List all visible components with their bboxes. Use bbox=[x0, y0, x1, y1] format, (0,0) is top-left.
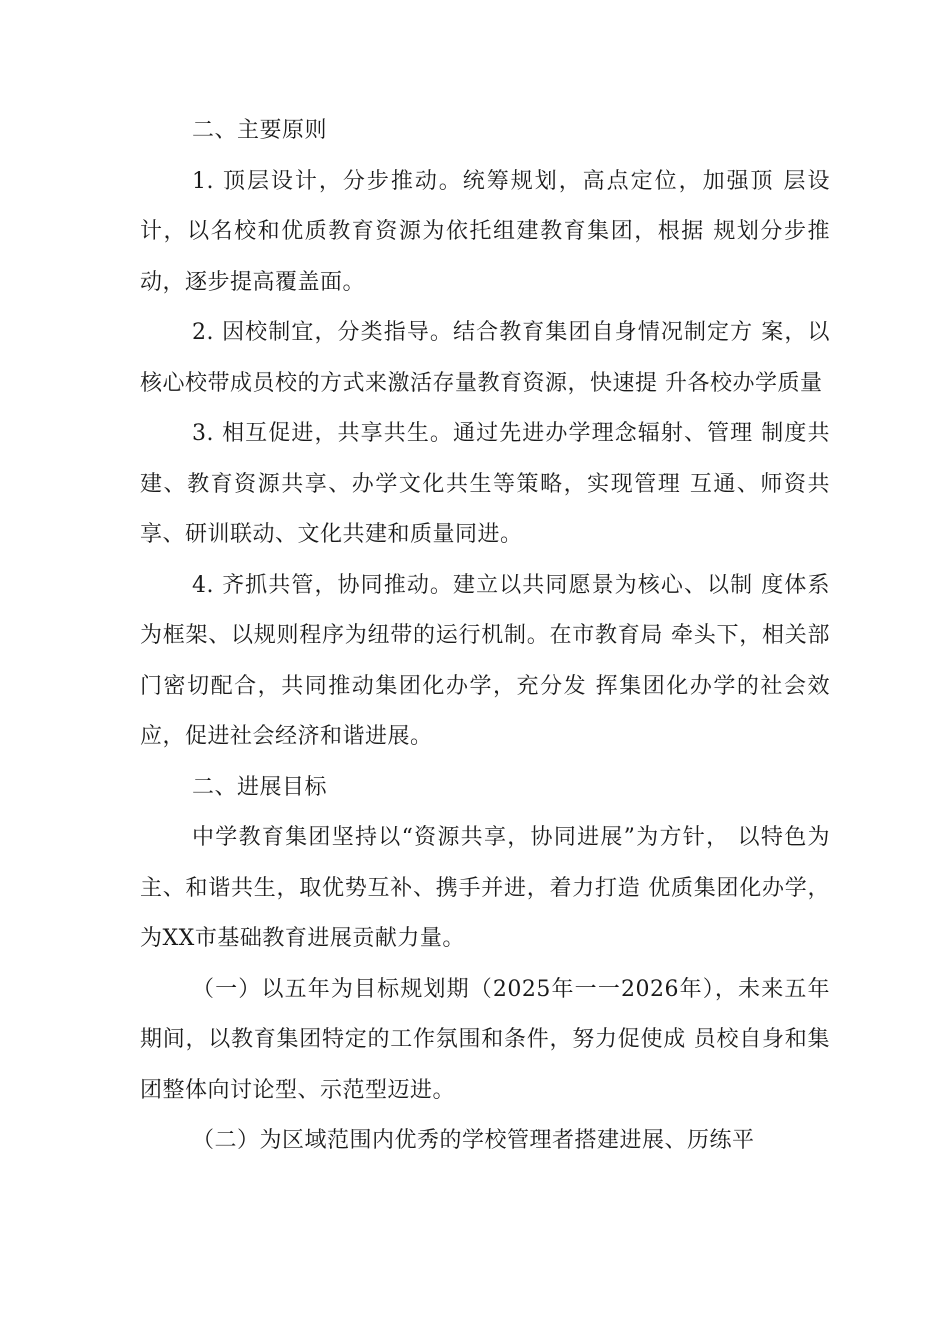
principle-paragraph-1: 1. 顶层设计，分步推动。统筹规划，高点定位，加强顶 层设计，以名校和优质教育资源为依托组建教育集团，根据 规划分步推动，逐步提高覆盖面。 bbox=[140, 168, 830, 295]
document-body bbox=[140, 106, 830, 1167]
principle-paragraph-3: 3. 相互促进，共享共生。通过先进办学理念辐射、管理 制度共建、教育资源共享、办学文化共生等策略，实现管理 互通、师资共享、研训联动、文化共建和质量同进。 bbox=[140, 421, 830, 547]
section-heading-goals: 二、进展目标 bbox=[192, 774, 328, 800]
goals-intro-paragraph: 中学教育集团坚持以“资源共享，协同进展”为方针， 以特色为主、和谐共生，取优势互补、携手并进，着力打造 优质集团化办学，为XX市基础教育进展贡献力量。 bbox=[140, 825, 830, 951]
principle-paragraph-2: 2. 因校制宜，分类指导。结合教育集团自身情况制定方 案，以核心校带成员校的方式来激活存量教育资源，快速提 升各校办学质量 bbox=[140, 320, 830, 396]
goal-paragraph-2: （二）为区域范围内优秀的学校管理者搭建进展、历练平 bbox=[192, 1128, 755, 1153]
principle-paragraph-4: 4. 齐抓共管，协同推动。建立以共同愿景为核心、以制 度体系为框架、以规则程序为纽带的运行机制。在市教育局 牵头下，相关部门密切配合，共同推动集团化办学，充分发 挥集团化办学的社会效应，促进社会经济和谐进展。 bbox=[140, 572, 830, 749]
goal-paragraph-1: （一）以五年为目标规划期（2025年一一2026年），未来五年期间，以教育集团特定的工作氛围和条件，努力促使成 员校自身和集团整体向讨论型、示范型迈进。 bbox=[140, 976, 830, 1103]
section-heading-principles: 二、主要原则 bbox=[192, 118, 328, 143]
